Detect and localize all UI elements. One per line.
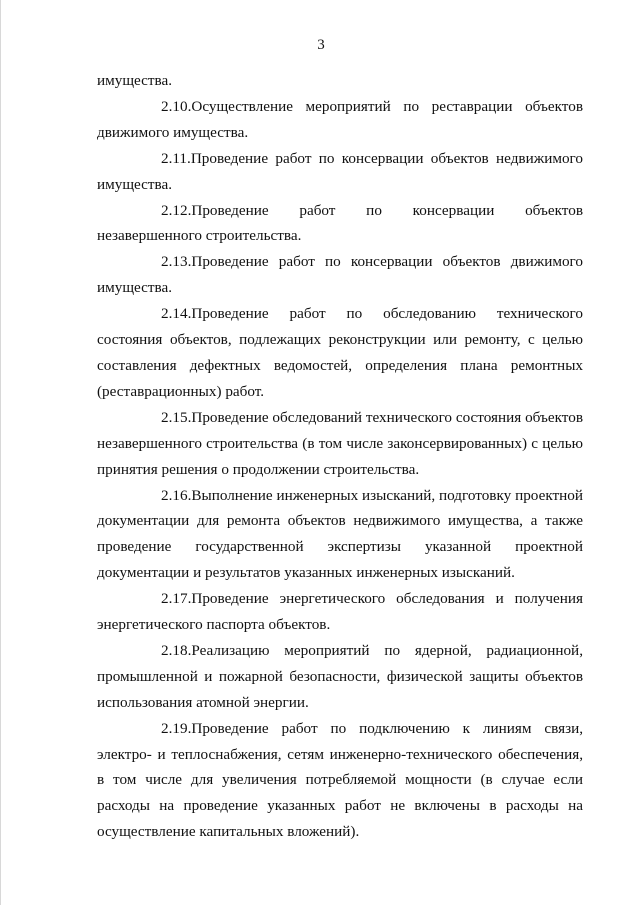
list-item (97, 405, 583, 483)
item-text: Проведение работ по консервации объектов недвижимого имущества. (97, 149, 583, 193)
list-item (97, 146, 583, 198)
item-number: 2.15. (161, 408, 192, 426)
item-text: Проведение работ по подключению к линиям связи, электро- и теплоснабжения, сетям инженерно-технического обеспечения, в том числе для увеличения потребляемой мощности (в случае если расходы на проведение указанных работ не включены в расходы на осуществление капитальных вложений). (97, 719, 583, 841)
list-item (97, 301, 583, 405)
item-number: 2.16. (161, 486, 192, 504)
item-text: Проведение работ по обследованию технического состояния объектов, подлежащих реконструкции или ремонту, с целью составления дефектных ведомостей, определения плана ремонтных (реставрационных) работ. (97, 305, 583, 400)
item-text: Проведение энергетического обследования и получения энергетического паспорта объектов. (97, 590, 583, 634)
continuation-text: имущества. (97, 72, 173, 89)
item-number: 2.12. (161, 201, 192, 219)
item-number: 2.19. (161, 719, 192, 737)
item-number: 2.10. (161, 97, 192, 115)
item-text: Проведение работ по консервации объектов незавершенного строительства. (97, 201, 583, 245)
item-text: Проведение обследований технического состояния объектов незавершенного строительства (в том числе законсервированных) с целью принятия решения о продолжении строительства. (97, 408, 583, 478)
list-item (97, 249, 583, 301)
item-text: Осуществление мероприятий по реставрации объектов движимого имущества. (97, 97, 583, 141)
list-item (97, 638, 583, 716)
item-text: Выполнение инженерных изысканий, подготовку проектной документации для ремонта объектов недвижимого имущества, а также проведение государственной экспертизы указанной проектной документации и результатов указанных инженерных изысканий. (97, 486, 583, 582)
item-number: 2.11. (161, 149, 191, 167)
document-body (97, 68, 583, 845)
list-item (97, 198, 583, 250)
list-item (97, 586, 583, 638)
list-item (97, 94, 583, 146)
item-text: Проведение работ по консервации объектов движимого имущества. (97, 253, 583, 297)
item-number: 2.14. (161, 305, 192, 323)
item-text: Реализацию мероприятий по ядерной, радиационной, промышленной и пожарной безопасности, физической защиты объектов использования атомной энергии. (97, 641, 583, 711)
item-number: 2.13. (161, 253, 192, 271)
page-number: 3 (317, 37, 325, 53)
list-item (97, 483, 583, 587)
item-number: 2.17. (161, 590, 192, 608)
list-item (97, 716, 583, 846)
item-number: 2.18. (161, 641, 192, 659)
